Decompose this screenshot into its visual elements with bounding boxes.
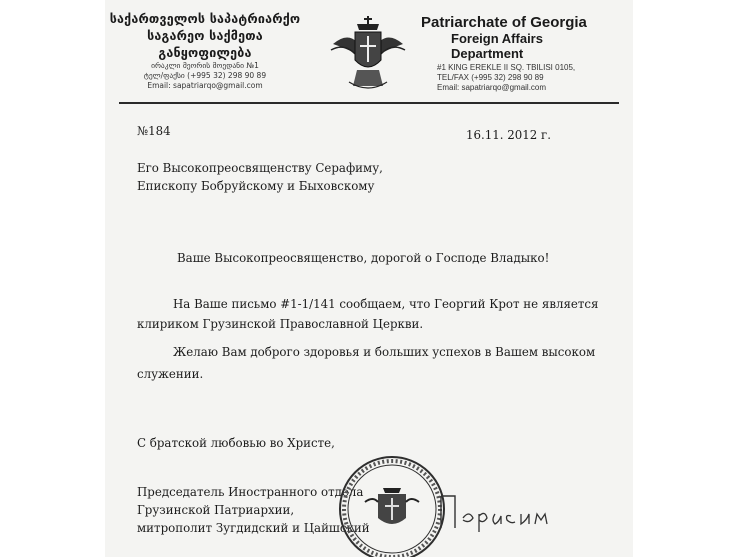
signatory-title-line-2: Грузинской Патриархии,	[137, 503, 295, 517]
letter-number: №184	[137, 124, 171, 138]
official-stamp-icon	[337, 454, 447, 557]
handwritten-signature	[435, 490, 555, 534]
addressee-line-1: Его Высокопреосвященству Серафиму,	[137, 161, 383, 175]
letterhead-ge-address: ირაკლი მეორის მოედანი №1	[151, 61, 259, 70]
letterhead-divider	[119, 102, 619, 104]
letterhead-ge-line3: განყოფილება	[158, 45, 252, 60]
signature-text	[105, 0, 106, 1]
letterhead-english	[421, 14, 631, 93]
letterhead-ge-phone: ტელ/ფაქსი (+995 32) 298 90 89	[143, 71, 267, 80]
letterhead-georgian	[105, 10, 305, 91]
letterhead-ge-line2: საგარეო საქმეთა	[147, 28, 263, 43]
paragraph-1-line-2: клириком Грузинской Православной Церкви.	[137, 317, 424, 331]
letter-date: 16.11. 2012 г.	[466, 128, 551, 142]
paragraph-1-line-1: На Ваше письмо #1-1/141 сообщаем, что Георгий Крот не является	[173, 297, 599, 311]
letter-page	[105, 0, 633, 557]
letterhead-en-line3: Department	[451, 46, 524, 61]
paragraph-2-line-1: Желаю Вам доброго здоровья и больших успехов в Вашем высоком	[173, 345, 596, 359]
letterhead-ge-email: Email: sapatriarqo@gmail.com	[147, 81, 263, 90]
signatory-title-line-3: митрополит Зугдидский и Цайшский	[137, 521, 370, 535]
letterhead-ge-line1: საქართველოს საპატრიარქო	[109, 11, 301, 26]
patriarchate-emblem-icon	[327, 14, 409, 96]
letterhead-en-email: Email: sapatriarqo@gmail.com	[437, 83, 547, 92]
paragraph-2-line-2: служении.	[137, 367, 204, 381]
greeting: Ваше Высокопреосвященство, дорогой о Господе Владыко!	[177, 251, 550, 265]
letterhead-en-phone: TEL/FAX (+995 32) 298 90 89	[437, 73, 544, 82]
letterhead-en-address: #1 KING EREKLE II SQ. TBILISI 0105,	[437, 63, 576, 72]
letterhead-en-line2: Foreign Affairs	[451, 31, 543, 46]
letterhead-en-title: Patriarchate of Georgia	[421, 14, 587, 31]
closing: С братской любовью во Христе,	[137, 436, 335, 450]
signatory-title-line-1: Председатель Иностранного отдела	[137, 485, 364, 499]
addressee-line-2: Епископу Бобруйскому и Быховскому	[137, 179, 375, 193]
